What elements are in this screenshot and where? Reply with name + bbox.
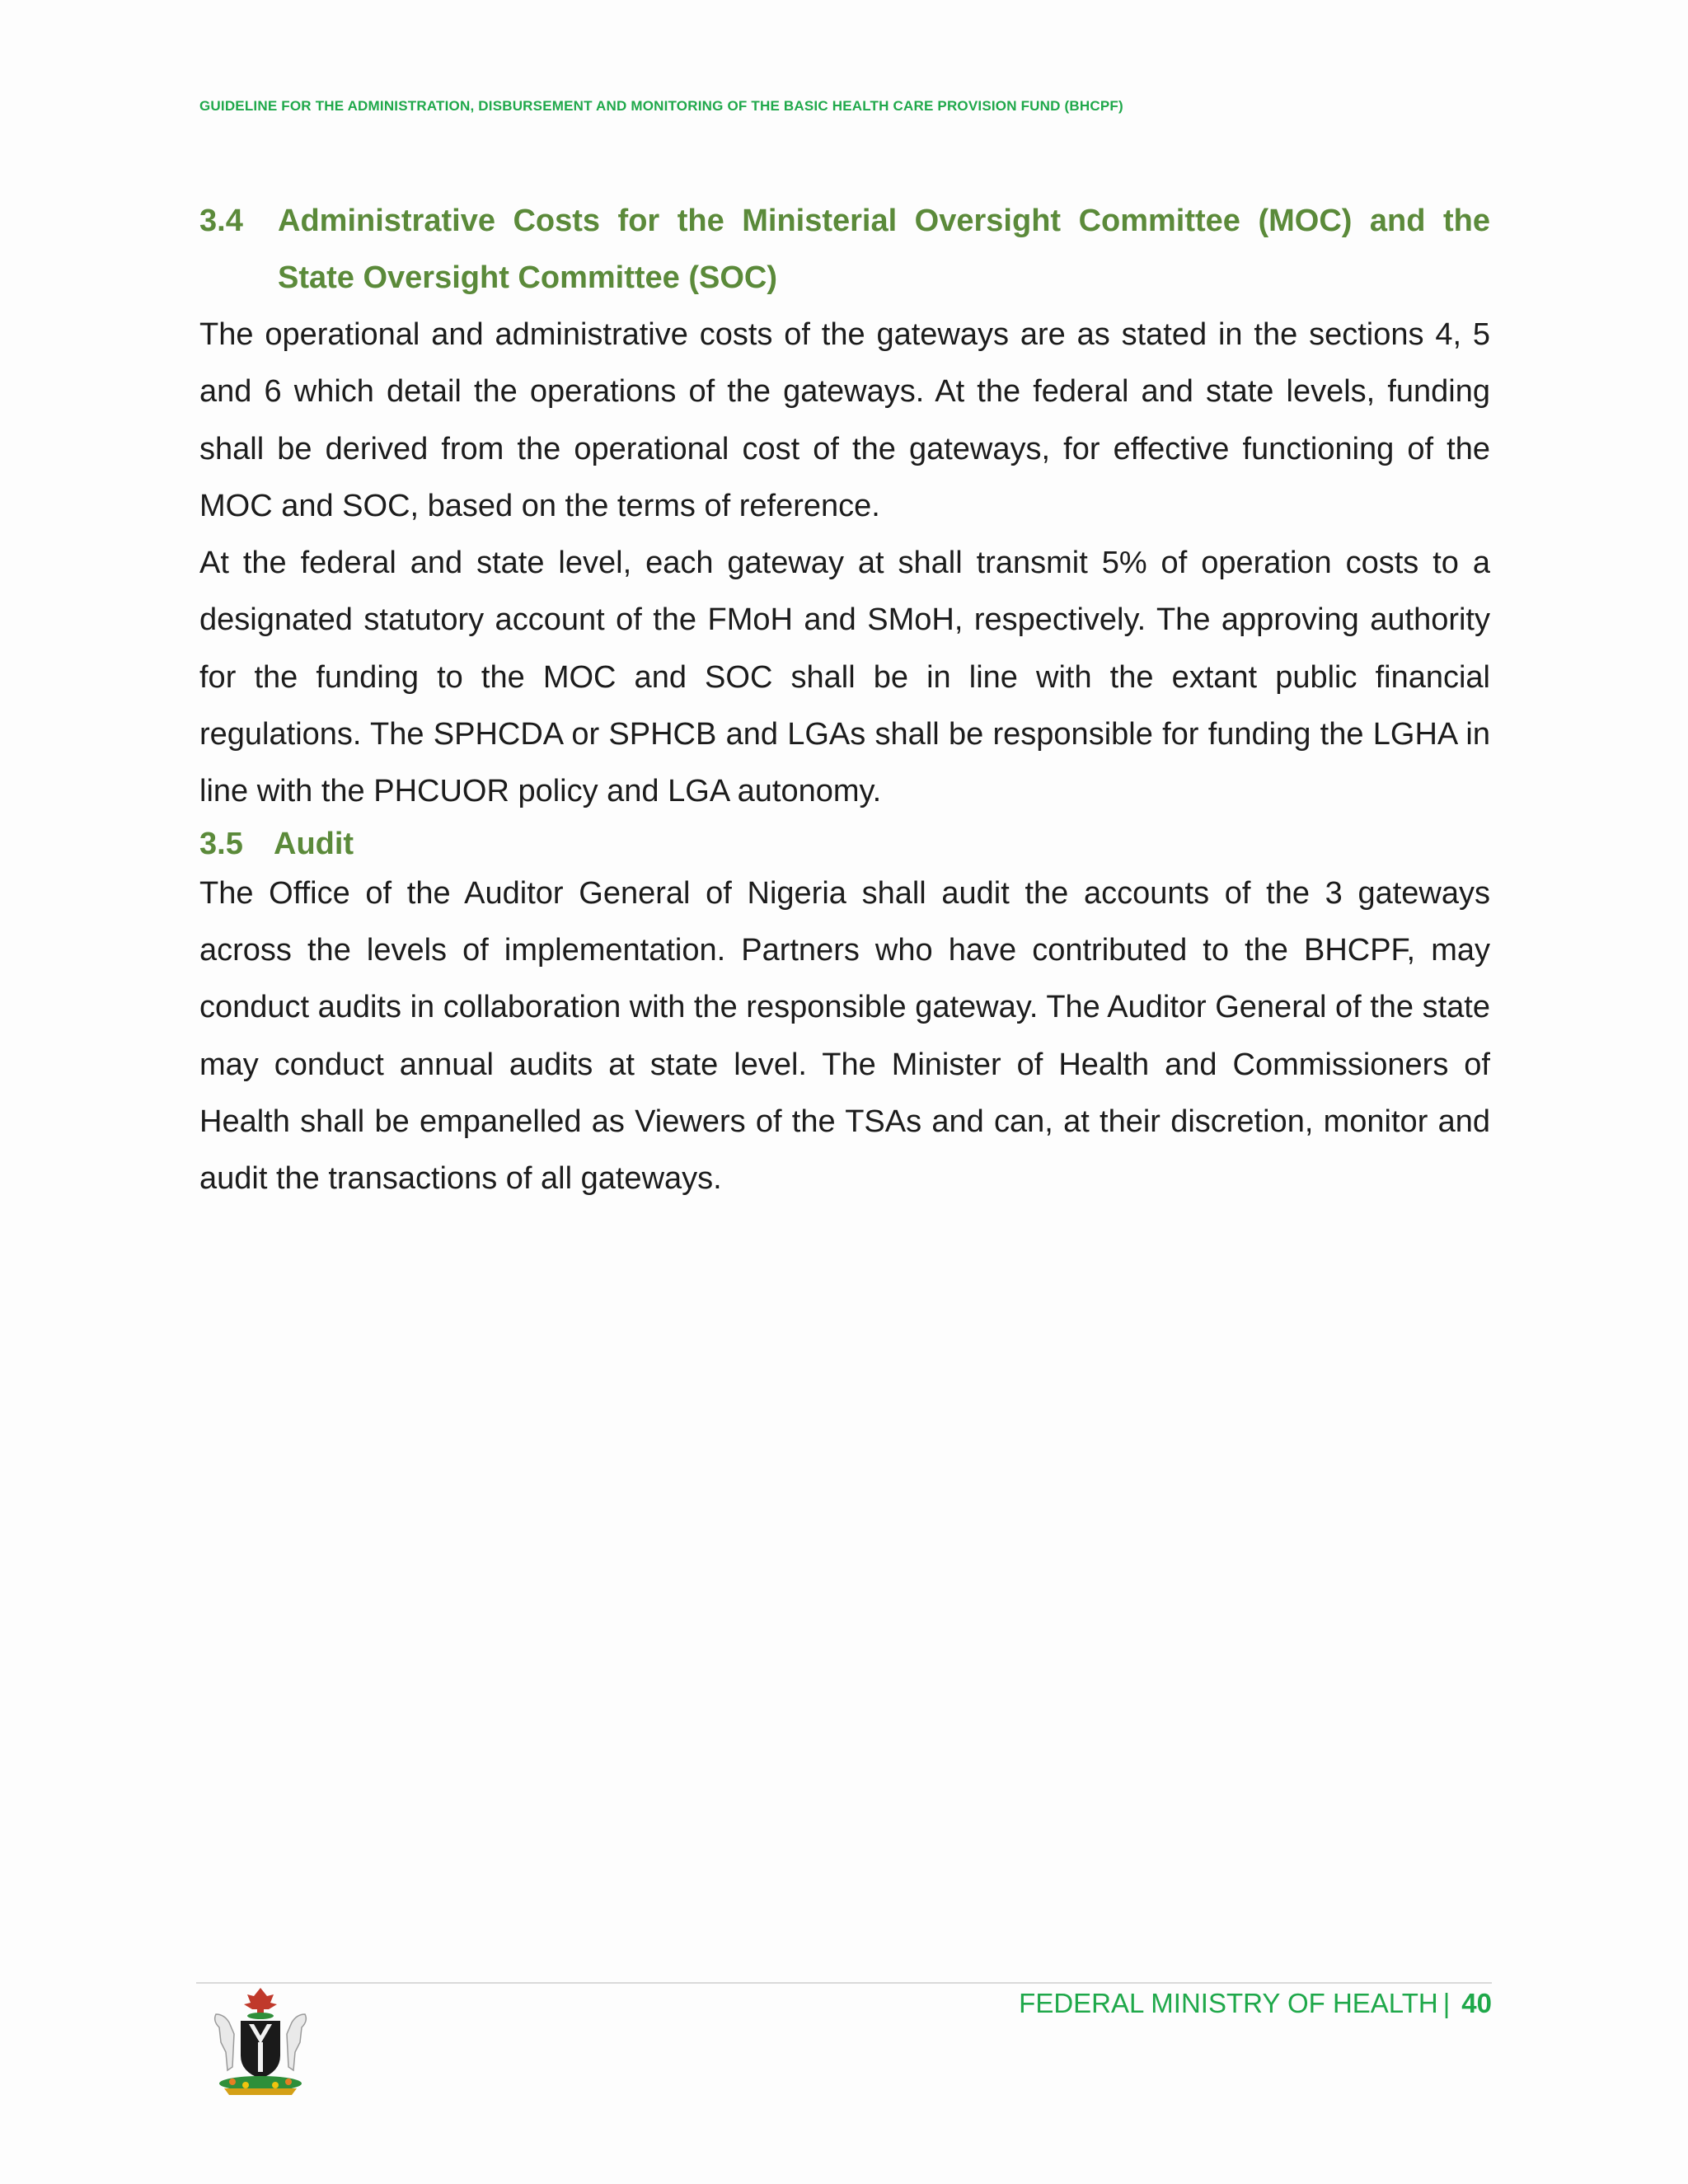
footer-separator: | [1442, 1988, 1451, 2018]
section-title: Audit [274, 826, 354, 861]
page-footer [1019, 1988, 1492, 2019]
section-heading-3-4 [199, 193, 1490, 307]
paragraph: At the federal and state level, each gateway at shall transmit 5% of operation costs to a designated statutory account of the FMoH and SMoH, respectively. The approving authority for the funding to the MOC and SOC shall be in line with the extant public financial regulations. The SPHCDA or SPHCB and LGAs shall be responsible for funding the LGHA in line with the PHCUOR policy and LGA autonomy. [199, 546, 1490, 809]
paragraph: The Office of the Auditor General of Nigeria shall audit the accounts of the 3 gateways across the levels of implementation. Partners who have contributed to the BHCPF, may conduct audits in collaboration with the responsible gateway. The Auditor General of the state may conduct annual audits at state level. The Minister of Health and Commissioners of Health shall be empanelled as Viewers of the TSAs and can, at their discretion, monitor and audit the transactions of all gateways. [199, 875, 1490, 1197]
page-number: 40 [1461, 1988, 1492, 2018]
footer-organization: FEDERAL MINISTRY OF HEALTH [1019, 1988, 1438, 2018]
nigerian-coat-of-arms-icon [196, 1985, 325, 2100]
page-content [199, 193, 1490, 1207]
section-heading-3-5 [199, 823, 1490, 865]
section-number: 3.4 [199, 204, 243, 238]
section-title: Administrative Costs for the Ministerial Oversight Committee (MOC) and the State Oversight Committee (SOC) [278, 204, 1490, 295]
running-header: GUIDELINE FOR THE ADMINISTRATION, DISBURSEMENT AND MONITORING OF THE BASIC HEALTH CARE PROVISION FUND (BHCPF) [199, 98, 1123, 114]
footer-divider [196, 1982, 1492, 1984]
section-number: 3.5 [199, 826, 243, 861]
paragraph: The operational and administrative costs of the gateways are as stated in the sections 4, 5 and 6 which detail the operations of the gateways. At the federal and state levels, funding shall be derived from the operational cost of the gateways, for effective functioning of the MOC and SOC, based on the terms of reference. [199, 317, 1490, 523]
